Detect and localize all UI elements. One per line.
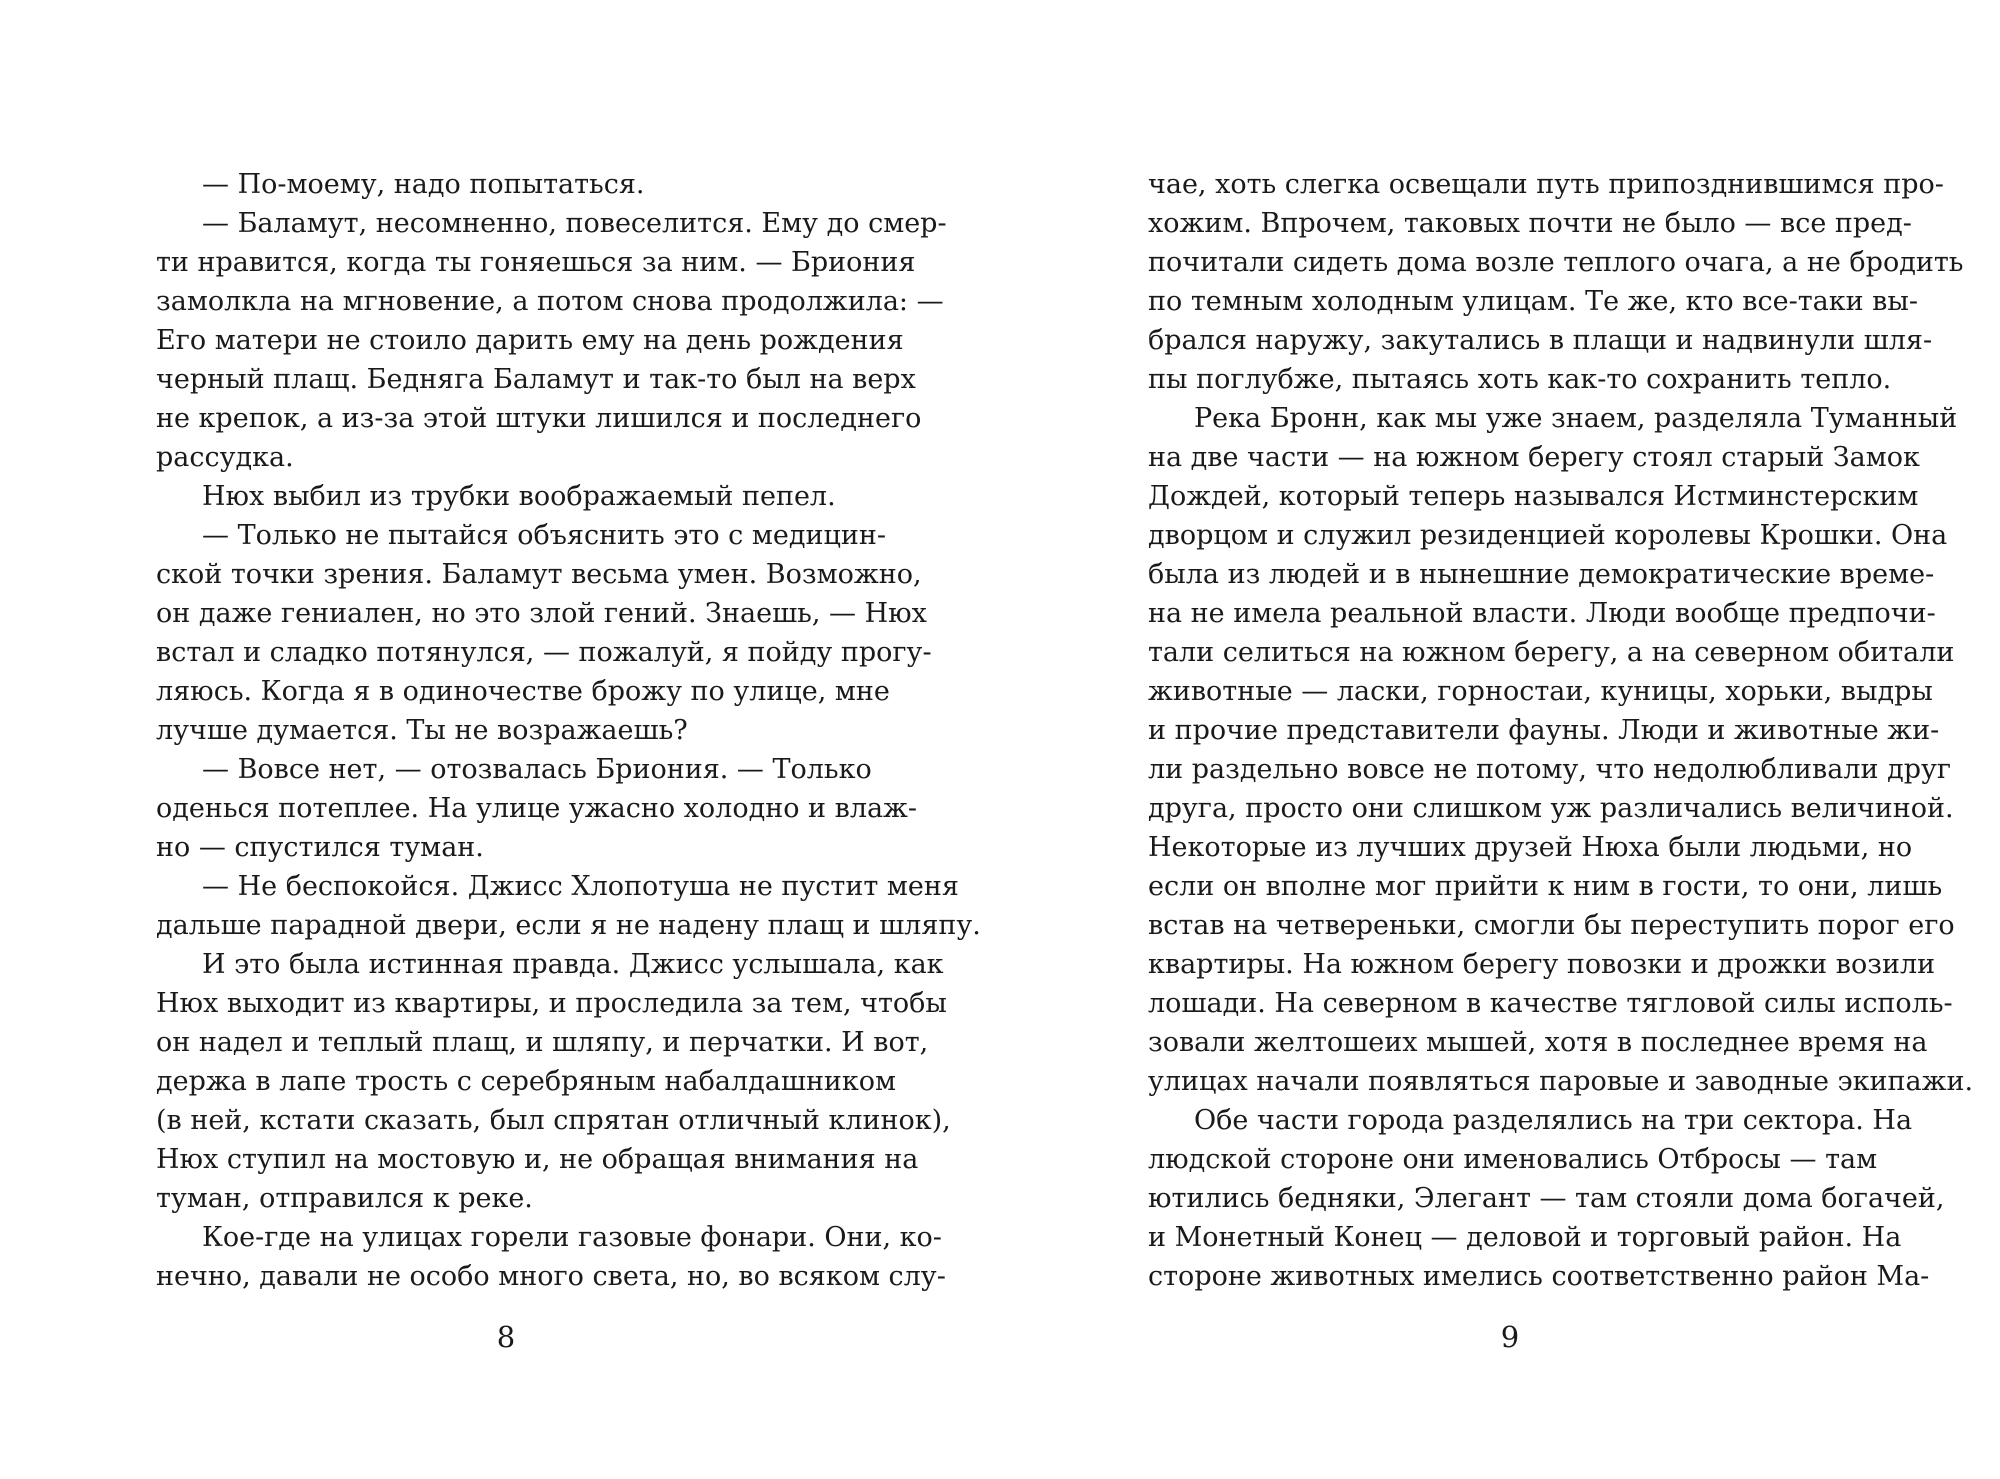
text-line: ютились бедняки, Элегант — там стояли дома богачей, [1148,1183,1945,1214]
text-line: ляюсь. Когда я в одиночестве брожу по улице, мне [156,676,890,707]
text-line: брался наружу, закутались в плащи и надвинули шля- [1148,325,1933,356]
text-line: зовали желтошеих мышей, хотя в последнее время на [1148,1027,1928,1058]
text-line: Обе части города разделялись на три сектора. На [1194,1105,1913,1136]
text-line: лошади. На северном в качестве тягловой силы исполь- [1148,988,1953,1019]
text-line: Нюх выбил из трубки воображаемый пепел. [202,481,836,512]
text-line: черный плащ. Бедняга Баламут и так-то был на верх [156,364,916,395]
text-line: рассудка. [156,442,294,473]
text-line: (в ней, кстати сказать, был спрятан отличный клинок), [156,1105,951,1136]
text-line: Река Бронн, как мы уже знаем, разделяла Туманный [1194,403,1958,434]
text-line: пы поглубже, пытаясь хоть как-то сохранить тепло. [1148,364,1892,395]
page-number-right: 9 [1500,1320,1520,1354]
text-line: дальше парадной двери, если я не надену плащ и шляпу. [156,910,981,941]
text-line: — Не беспокойся. Джисс Хлопотуша не пустит меня [202,871,959,902]
text-line: почитали сидеть дома возле теплого очага, а не бродить [1148,247,1964,278]
text-line: животные — ласки, горностаи, куницы, хорьки, выдры [1148,676,1933,707]
text-line: дворцом и служил резиденцией королевы Крошки. Она [1148,520,1948,551]
text-line: по темным холодным улицам. Те же, кто все-таки вы- [1148,286,1918,317]
text-line: Кое-где на улицах горели газовые фонари. Они, ко- [202,1222,942,1253]
text-line: стороне животных имелись соответственно район Ма- [1148,1261,1930,1292]
text-line: нечно, давали не особо много света, но, во всяком слу- [156,1261,946,1292]
text-line: и Монетный Конец — деловой и торговый район. На [1148,1222,1902,1253]
text-line: была из людей и в нынешние демократические време- [1148,559,1935,590]
text-line: ти нравится, когда ты гоняешься за ним. — Бриония [156,247,916,278]
text-line: ской точки зрения. Баламут весьма умен. Возможно, [156,559,922,590]
text-line: Нюх выходит из квартиры, и проследила за тем, чтобы [156,988,947,1019]
text-line: он надел и теплый плащ, и шляпу, и перчатки. И вот, [156,1027,929,1058]
text-line: лучше думается. Ты не возражаешь? [156,715,688,746]
text-line: он даже гениален, но это злой гений. Знаешь, — Нюх [156,598,927,629]
text-line: Дождей, который теперь назывался Истминстерским [1148,481,1919,512]
text-line: туман, отправился к реке. [156,1183,533,1214]
text-line: И это была истинная правда. Джисс услышала, как [202,949,944,980]
text-line: ли раздельно вовсе не потому, что недолюбливали друг [1148,754,1952,785]
left-page-text [156,165,981,1296]
text-line: встал и сладко потянулся, — пожалуй, я пойду прогу- [156,637,932,668]
text-line: чае, хоть слегка освещали путь припозднившимся про- [1148,169,1944,200]
text-line: — Вовсе нет, — отозвалась Бриония. — Только [202,754,872,785]
text-line: оденься потеплее. На улице ужасно холодно и влаж- [156,793,918,824]
text-line: не крепок, а из-за этой штуки лишился и последнего [156,403,922,434]
text-line: на не имела реальной власти. Люди вообще предпочи- [1148,598,1936,629]
text-line: Некоторые из лучших друзей Нюха были людьми, но [1148,832,1913,863]
text-line: на две части — на южном берегу стоял старый Замок [1148,442,1920,473]
text-line: и прочие представители фауны. Люди и животные жи- [1148,715,1940,746]
text-line: держа в лапе трость с серебряным набалдашником [156,1066,897,1097]
text-line: Его матери не стоило дарить ему на день рождения [156,325,904,356]
page-number-left: 8 [496,1320,516,1354]
text-line: квартиры. На южном берегу повозки и дрожки возили [1148,949,1936,980]
text-line: замолкла на мгновение, а потом снова продолжила: — [156,286,944,317]
text-line: если он вполне мог прийти к ним в гости, то они, лишь [1148,871,1943,902]
text-line: людской стороне они именовались Отбросы — там [1148,1144,1878,1175]
text-line: улицах начали появляться паровые и заводные экипажи. [1148,1066,1974,1097]
text-line: хожим. Впрочем, таковых почти не было — все пред- [1148,208,1912,239]
text-line: встав на четвереньки, смогли бы переступить порог его [1148,910,1955,941]
text-line: тали селиться на южном берегу, а на северном обитали [1148,637,1955,668]
text-line: Нюх ступил на мостовую и, не обращая внимания на [156,1144,919,1175]
text-line: но — спустился туман. [156,832,484,863]
right-page-text [1148,165,1974,1296]
text-line: друга, просто они слишком уж различались величиной. [1148,793,1954,824]
text-line: — По-моему, надо попытаться. [202,169,645,200]
text-line: — Только не пытайся объяснить это с медицин- [202,520,886,551]
text-line: — Баламут, несомненно, повеселится. Ему до смер- [202,208,947,239]
